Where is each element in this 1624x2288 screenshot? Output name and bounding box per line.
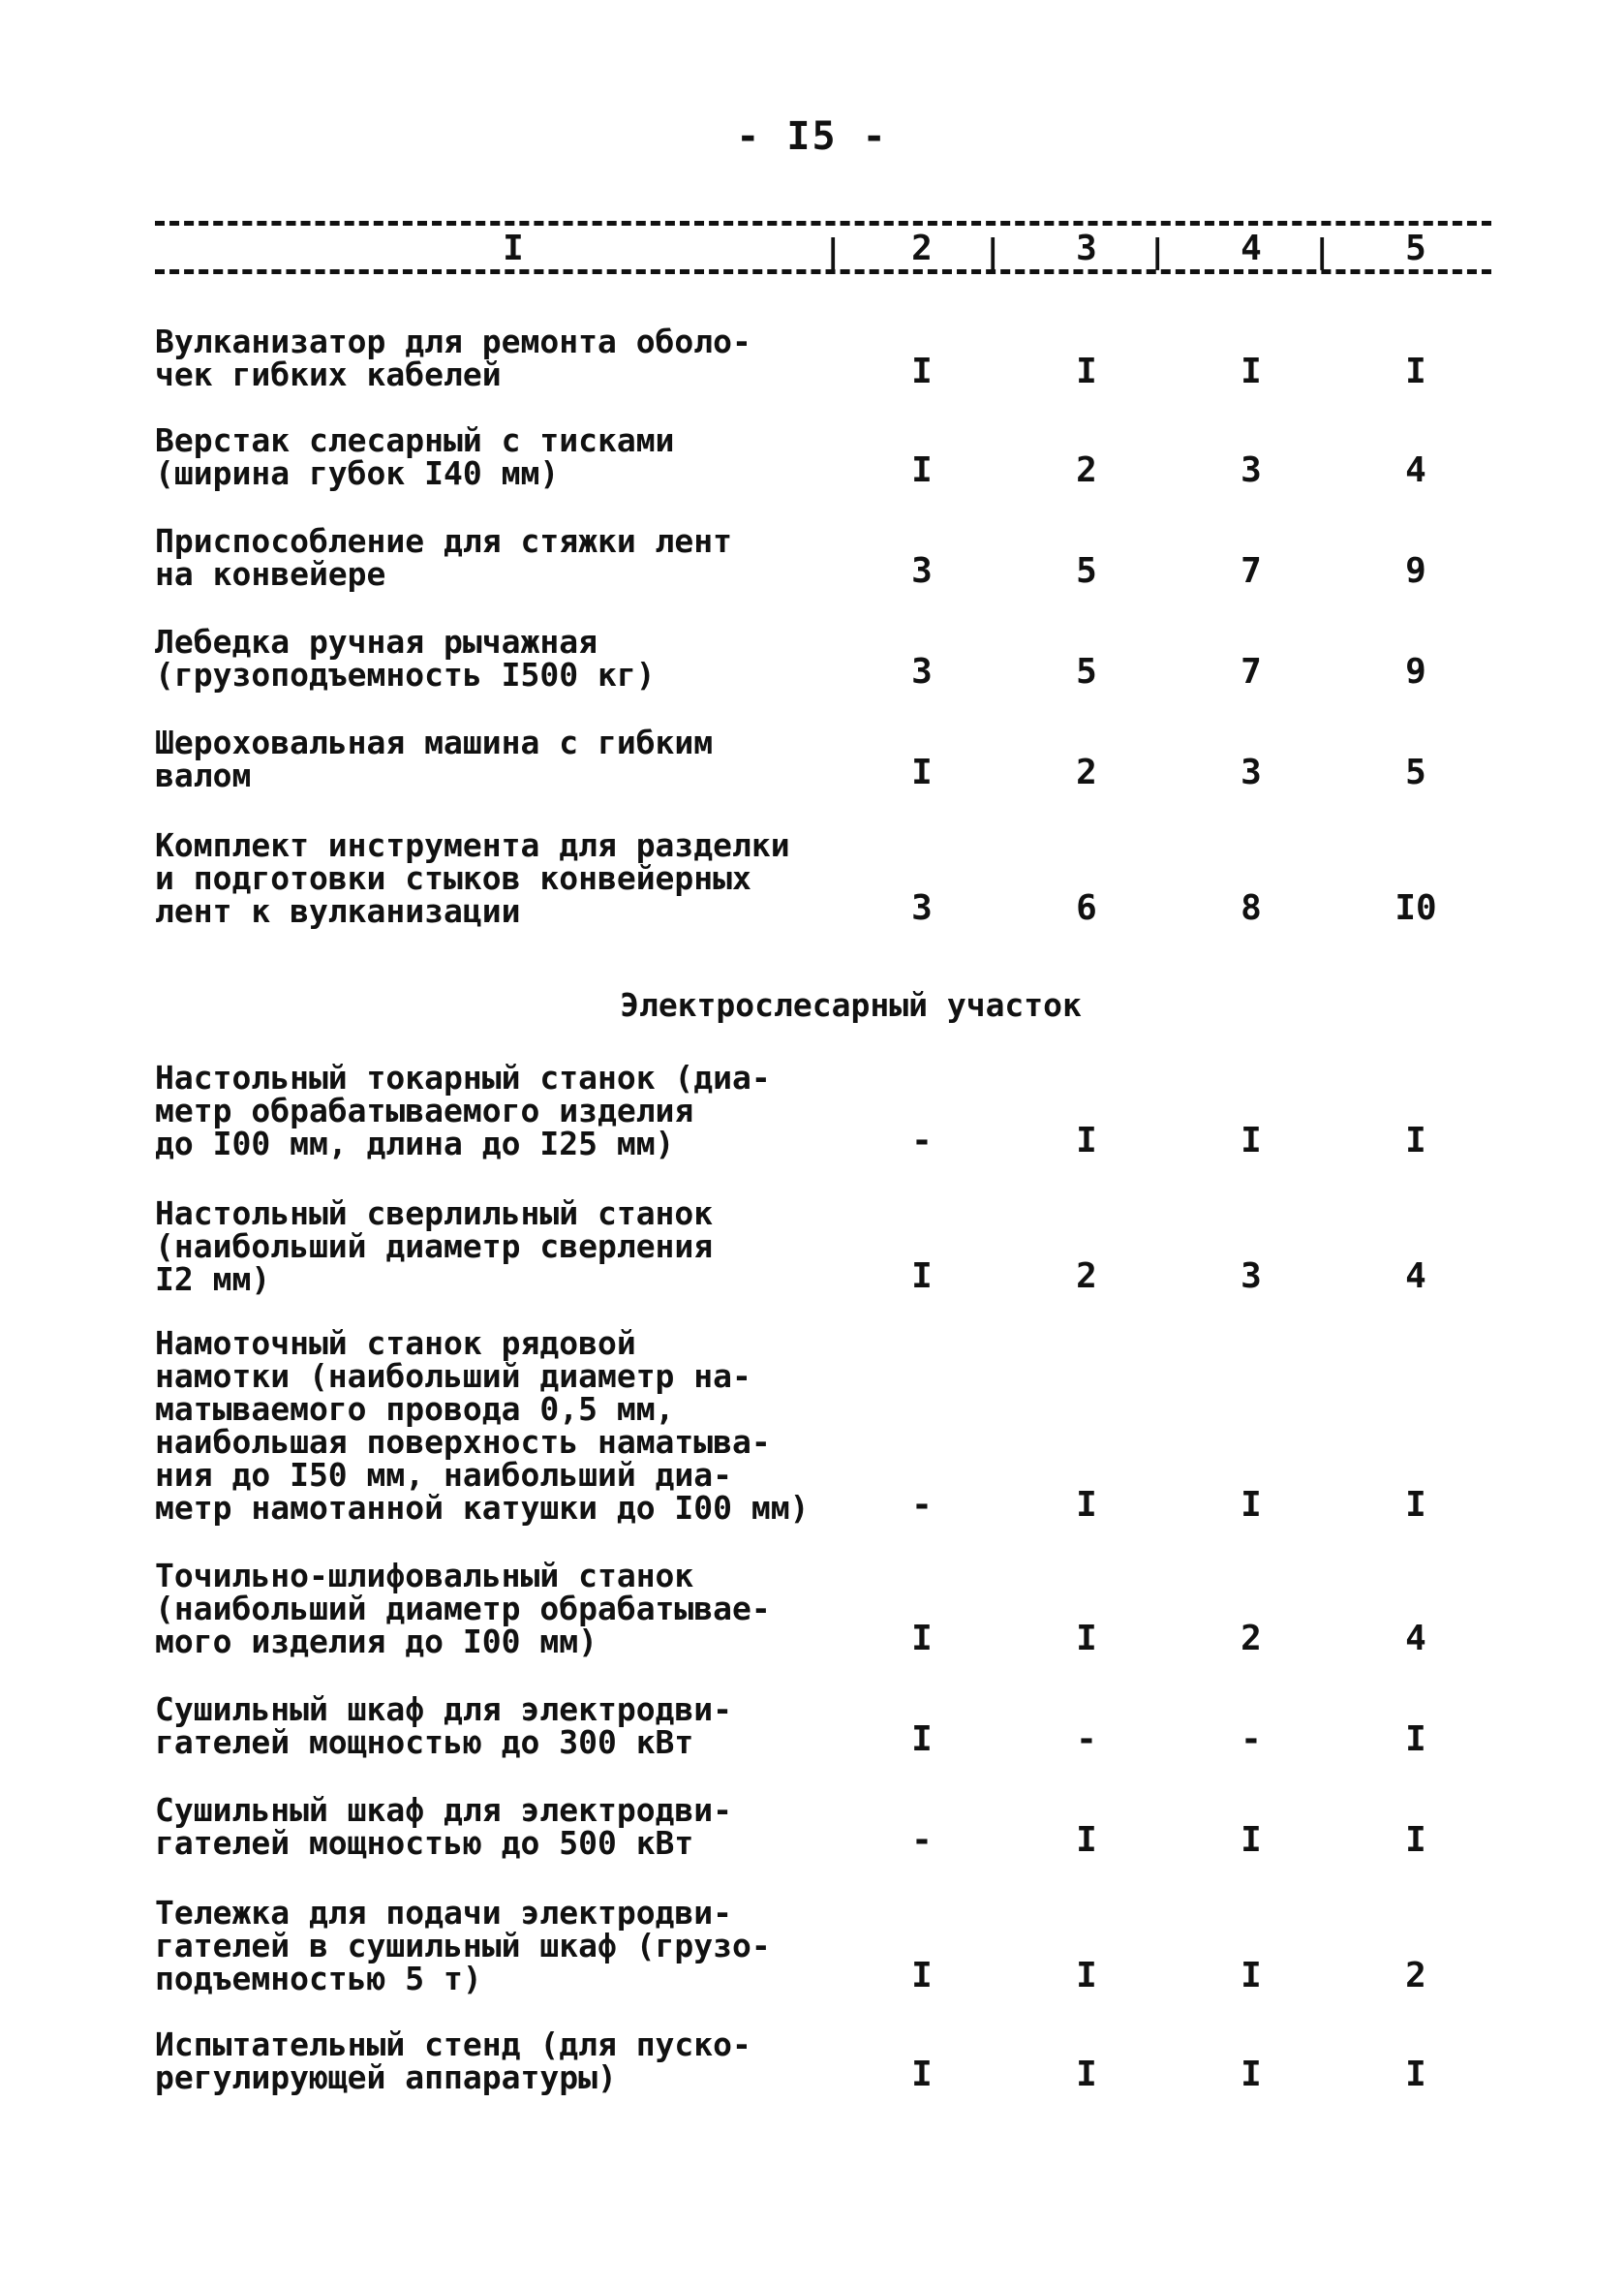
quantity-col-5: I (1405, 1820, 1426, 1860)
quantity-col-4: I (1241, 1121, 1262, 1160)
quantity-col-4: 7 (1241, 652, 1262, 692)
quantity-col-3: 2 (1076, 753, 1097, 792)
quantity-col-4: 3 (1241, 450, 1262, 490)
quantity-col-4: I (1241, 1820, 1262, 1860)
quantity-col-2: - (911, 1820, 933, 1860)
quantity-col-4: - (1241, 1719, 1262, 1759)
quantity-col-2: 3 (911, 551, 933, 591)
column-header-5: 5 (1405, 229, 1426, 268)
column-header-3: 3 (1076, 229, 1097, 268)
table-header-rule-bottom (155, 269, 1491, 274)
equipment-name: Точильно-шлифовальный станок (наибольший диаметр обрабатывае- мого изделия до I00 мм) (155, 1557, 771, 1661)
equipment-name: Настольный токарный станок (диа- метр обрабатываемого изделия до I00 мм, длина до I25 мм) (155, 1059, 771, 1163)
quantity-col-3: 2 (1076, 450, 1097, 490)
table-row (155, 418, 1511, 493)
equipment-name: Сушильный шкаф для электродви- гателей мощностью до 500 кВт (155, 1791, 733, 1863)
page-number: - I5 - (736, 114, 888, 159)
column-separator: | (1148, 232, 1168, 271)
quantity-col-2: I (911, 2055, 933, 2094)
equipment-name: Лебедка ручная рычажная (грузоподъемность I500 кг) (155, 623, 656, 695)
column-header-1: I (503, 229, 524, 268)
quantity-col-4: I (1241, 352, 1262, 391)
table-row (155, 2023, 1511, 2097)
table-header-rule-top (155, 221, 1491, 226)
quantity-col-5: I (1405, 1719, 1426, 1759)
column-separator: | (983, 232, 1003, 271)
quantity-col-5: 9 (1405, 551, 1426, 591)
column-header-2: 2 (911, 229, 933, 268)
quantity-col-2: I (911, 450, 933, 490)
equipment-name: Испытательный стенд (для пуско- регулирующей аппаратуры) (155, 2025, 751, 2097)
equipment-name: Вулканизатор для ремонта оболо- чек гибких кабелей (155, 323, 751, 394)
quantity-col-3: - (1076, 1719, 1097, 1759)
quantity-col-4: 3 (1241, 1256, 1262, 1296)
quantity-col-3: 6 (1076, 888, 1097, 928)
quantity-col-3: I (1076, 352, 1097, 391)
column-header-4: 4 (1241, 229, 1262, 268)
quantity-col-4: 2 (1241, 1619, 1262, 1658)
table-row (155, 1552, 1511, 1661)
quantity-col-5: I (1405, 1121, 1426, 1160)
equipment-name: Комплект инструмента для разделки и подготовки стыков конвейерных лент к вулканизации (155, 826, 790, 931)
quantity-col-3: I (1076, 2055, 1097, 2094)
quantity-col-3: 5 (1076, 551, 1097, 591)
quantity-col-3: I (1076, 1485, 1097, 1525)
quantity-col-5: 4 (1405, 1619, 1426, 1658)
equipment-name: Приспособление для стяжки лент на конвейере (155, 522, 733, 594)
quantity-col-2: I (911, 352, 933, 391)
quantity-col-2: I (911, 1256, 933, 1296)
table-row (155, 821, 1511, 931)
quantity-col-3: I (1076, 1619, 1097, 1658)
quantity-col-4: 8 (1241, 888, 1262, 928)
equipment-name: Сушильный шкаф для электродви- гателей мощностью до 300 кВт (155, 1690, 733, 1762)
equipment-name: Намоточный станок рядовой намотки (наибольший диаметр на- матываемого провода 0,5 мм, наибольшая поверхность наматыва- ния до I50 мм, наибольший диа- метр намотанной катушки до I00 мм) (155, 1324, 810, 1528)
quantity-col-2: I (911, 1619, 933, 1658)
quantity-col-5: 5 (1405, 753, 1426, 792)
table-row (155, 320, 1511, 394)
equipment-name: Шероховальная машина с гибким валом (155, 724, 714, 795)
table-row (155, 519, 1511, 594)
quantity-col-4: I (1241, 1956, 1262, 1995)
quantity-col-5: 4 (1405, 1256, 1426, 1296)
quantity-col-2: I (911, 1719, 933, 1759)
quantity-col-3: 2 (1076, 1256, 1097, 1296)
table-row (155, 1788, 1511, 1863)
table-row (155, 721, 1511, 795)
quantity-col-5: I (1405, 352, 1426, 391)
equipment-name: Тележка для подачи электродви- гателей в сушильный шкаф (грузо- подъемностью 5 т) (155, 1894, 771, 1998)
table-row (155, 1889, 1511, 1998)
quantity-col-5: 9 (1405, 652, 1426, 692)
table-row (155, 1054, 1511, 1163)
equipment-name: Настольный сверлильный станок (наибольший диаметр сверления I2 мм) (155, 1194, 714, 1299)
table-row (155, 1190, 1511, 1299)
column-separator: | (1312, 232, 1333, 271)
quantity-col-5: 2 (1405, 1956, 1426, 1995)
column-separator: | (823, 232, 843, 271)
quantity-col-3: 5 (1076, 652, 1097, 692)
equipment-name: Верстак слесарный с тисками (ширина губок I40 мм) (155, 421, 675, 493)
table-row (155, 1687, 1511, 1762)
quantity-col-4: 7 (1241, 551, 1262, 591)
quantity-col-5: I (1405, 1485, 1426, 1525)
quantity-col-2: 3 (911, 888, 933, 928)
table-row (155, 1324, 1511, 1528)
quantity-col-2: I (911, 753, 933, 792)
quantity-col-4: 3 (1241, 753, 1262, 792)
quantity-col-5: I0 (1394, 888, 1437, 928)
quantity-col-2: - (911, 1485, 933, 1525)
quantity-col-2: - (911, 1121, 933, 1160)
quantity-col-5: 4 (1405, 450, 1426, 490)
quantity-col-3: I (1076, 1121, 1097, 1160)
quantity-col-5: I (1405, 2055, 1426, 2094)
quantity-col-2: I (911, 1956, 933, 1995)
quantity-col-3: I (1076, 1956, 1097, 1995)
quantity-col-4: I (1241, 1485, 1262, 1525)
table-row (155, 620, 1511, 695)
quantity-col-2: 3 (911, 652, 933, 692)
quantity-col-3: I (1076, 1820, 1097, 1860)
section-title: Электрослесарный участок (620, 986, 1082, 1024)
quantity-col-4: I (1241, 2055, 1262, 2094)
